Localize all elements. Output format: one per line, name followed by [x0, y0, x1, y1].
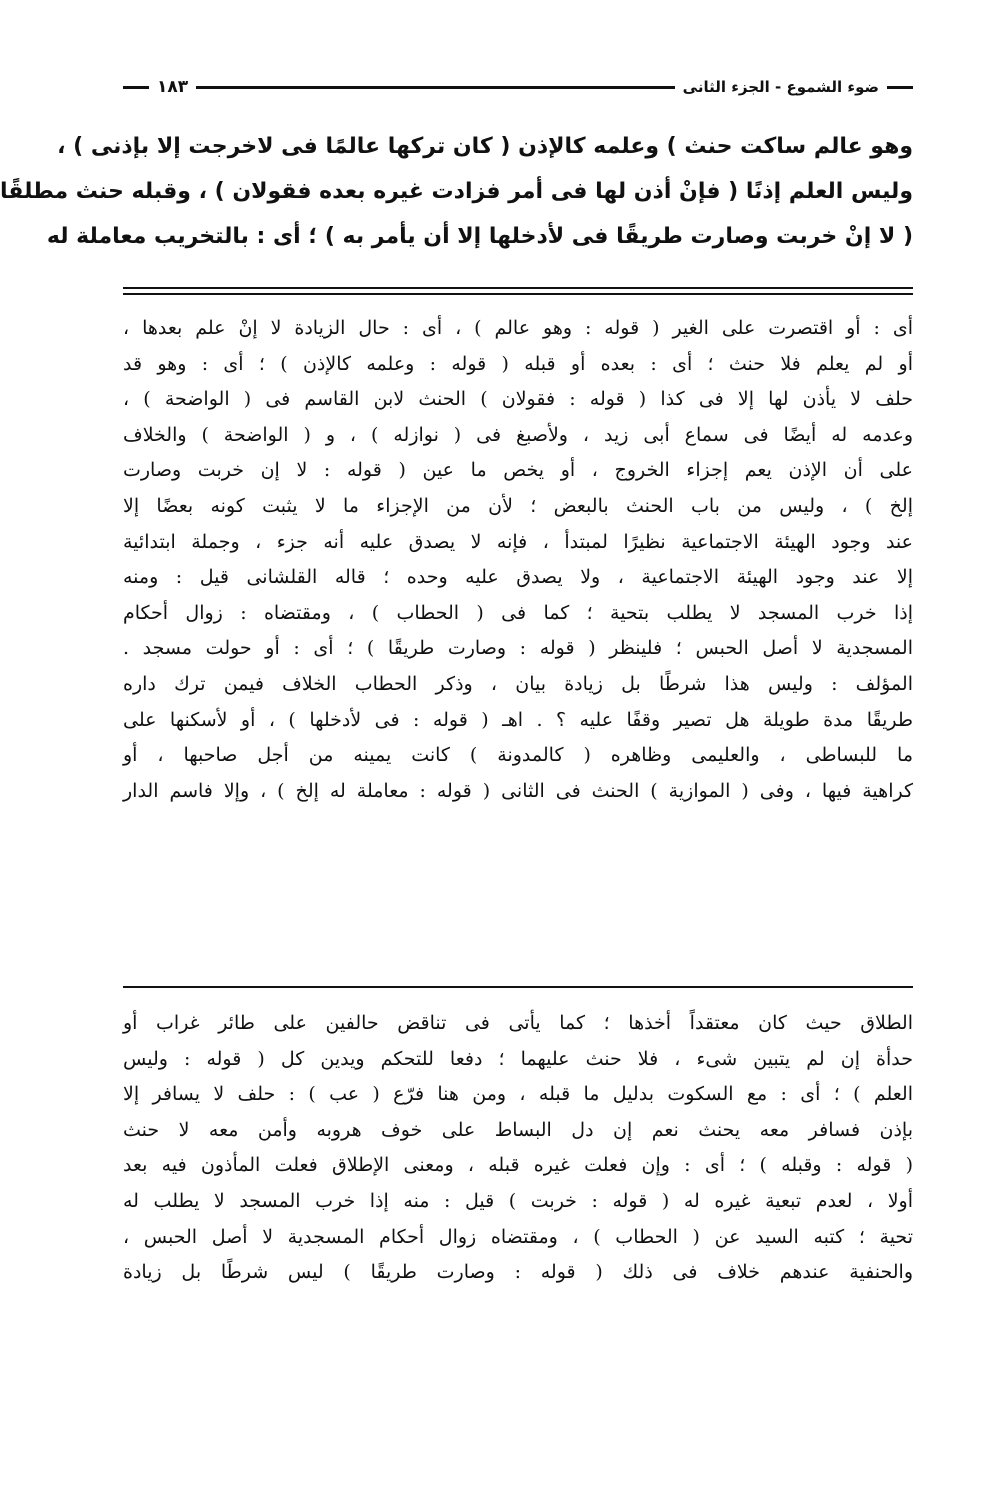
commentary-block-2 — [123, 1006, 913, 1291]
commentary-line: بإذن فسافر معه يحنث نعم إن دل البساط على خوف هروبه وأمن معه لا حنث — [123, 1118, 913, 1141]
header-dash — [123, 86, 149, 89]
commentary-line: أولا ، لعدم تبعية غيره له ( قوله : خربت ) قيل : منه إذا خرب المسجد لا يطلب له — [123, 1189, 913, 1212]
single-divider — [123, 986, 913, 988]
commentary-line: حدأة إن لم يتبين شىء ، فلا حنث عليهما ؛ دفعا للتحكم ويدين كل ( قوله : وليس — [123, 1047, 913, 1070]
commentary-line: على أن الإذن يعم إجزاء الخروج ، أو يخص ما عين ( قوله : لا إن خربت وصارت — [123, 459, 913, 482]
commentary-line: عند وجود الهيئة الاجتماعية نظيرًا لمبتدأ ، فإنه لا يصدق عليه أنه جزء ، وجملة ابتدائية — [123, 530, 913, 553]
commentary-line: تحية ؛ كتبه السيد عن ( الحطاب ) ، ومقتضاه زوال أحكام المسجدية لا أصل الحبس ، — [123, 1225, 913, 1248]
book-title: ضوء الشموع - الجزء الثانى — [682, 78, 879, 96]
running-header — [123, 70, 913, 104]
commentary-line: ما للبساطى ، والعليمى وظاهره ( كالمدونة ) كانت يمينه من أجل صاحبها ، أو — [123, 744, 913, 767]
main-text-block — [0, 124, 913, 259]
commentary-line: إلخ ) ، وليس من باب الحنث بالبعض ؛ لأن من الإجزاء ما لا يثبت كونه بعضًا إلا — [123, 494, 913, 517]
page-number: ١٨٣ — [157, 77, 189, 97]
commentary-line: حلف لا يأذن لها إلا فى كذا ( قوله : فقولان ) الحنث لابن القاسم فى ( الواضحة ) ، — [123, 388, 913, 411]
commentary-line: ( قوله : وقبله ) ؛ أى : وإن فعلت غيره قبله ، ومعنى الإطلاق فعلت المأذون فيه بعد — [123, 1154, 913, 1177]
commentary-line: أو لم يعلم فلا حنث ؛ أى : بعده أو قبله ( قوله : وعلمه كالإذن ) ؛ أى : وهو قد — [123, 352, 913, 375]
commentary-line: أى : أو اقتصرت على الغير ( قوله : وهو عالم ) ، أى : حال الزيادة لا إنْ علم بعدها ، — [123, 317, 913, 339]
commentary-line: وعدمه له أيضًا فى سماع أبى زيد ، ولأصبغ فى ( نوازله ) ، و ( الواضحة ) والخلاف — [123, 423, 913, 446]
header-dash — [887, 86, 913, 89]
commentary-line: المسجدية لا أصل الحبس ؛ فلينظر ( قوله : وصارت طريقًا ) ؛ أى : أو حولت مسجد . — [123, 637, 913, 660]
commentary-block-1 — [123, 311, 913, 809]
commentary-line: كراهية فيها ، وفى ( الموازية ) الحنث فى الثانى ( قوله : معاملة له إلخ ) ، وإلا فاسم الدار — [123, 779, 913, 802]
main-text-line: ( لا إنْ خربت وصارت طريقًا فى لأدخلها إلا أن يأمر به ) ؛ أى : بالتخريب معاملة له — [46, 224, 913, 249]
commentary-line: إلا عند وجود الهيئة الاجتماعية ، ولا يصدق عليه وحده ؛ قاله القلشانى قيل : ومنه — [123, 566, 913, 589]
commentary-line: المؤلف : وليس هذا شرطًا بل زيادة بيان ، وذكر الحطاب الخلاف فيمن ترك داره — [123, 672, 913, 695]
main-text-line: وليس العلم إذنًا ( فإنْ أذن لها فى أمر فزادت غيره بعده فقولان ) ، وقبله حنث مطلقًا — [0, 179, 913, 204]
commentary-line: والحنفية عندهم خلاف فى ذلك ( قوله : وصارت طريقًا ) ليس شرطًا بل زيادة — [123, 1261, 913, 1284]
main-text-line: وهو عالم ساكت حنث ) وعلمه كالإذن ( كان تركها عالمًا فى لاخرجت إلا بإذنى ) ، — [57, 134, 913, 159]
commentary-line: الطلاق حيث كان معتقداً أخذها ؛ كما يأتى فى تناقض حالفين على طائر غراب أو — [123, 1012, 913, 1034]
header-rule — [196, 86, 675, 89]
commentary-line: طريقًا مدة طويلة هل تصير وقفًا عليه ؟ . اهـ ( قوله : فى لأدخلها ) ، أو لأسكنها على — [123, 708, 913, 731]
commentary-line: العلم ) ؛ أى : مع السكوت بدليل ما قبله ، ومن هنا فرّع ( عب ) : حلف لا يسافر إلا — [123, 1083, 913, 1106]
commentary-line: إذا خرب المسجد لا يطلب بتحية ؛ كما فى ( الحطاب ) ، ومقتضاه : زوال أحكام — [123, 601, 913, 624]
double-divider — [123, 287, 913, 295]
